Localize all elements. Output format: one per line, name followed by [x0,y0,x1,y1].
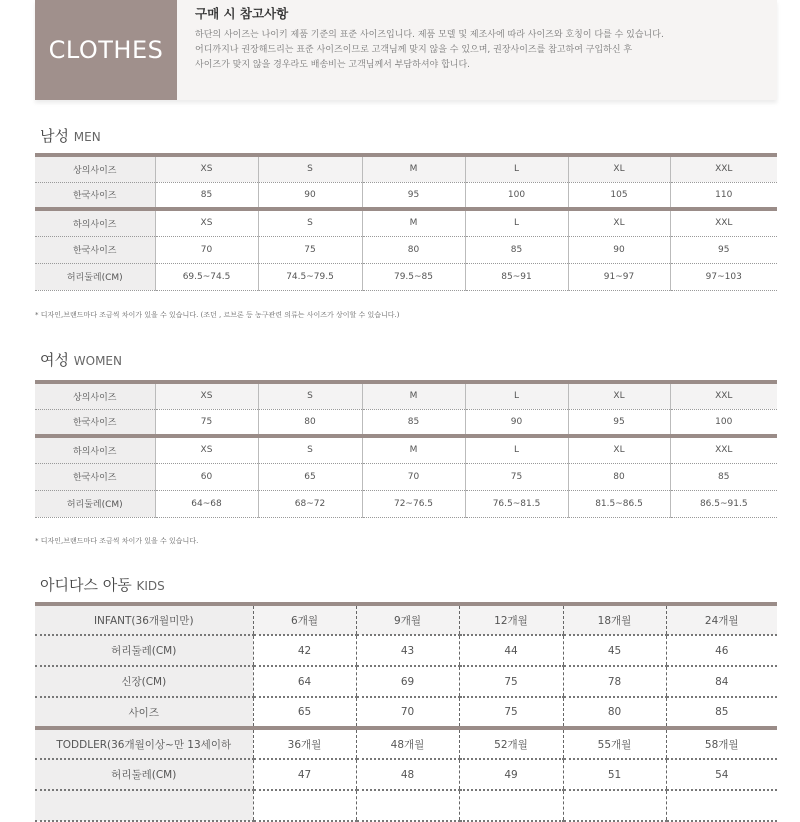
table-cell: 65 [253,697,356,728]
table-cell: XS [155,382,258,409]
women-section-title [40,349,122,370]
table-cell: 79.5~85 [362,263,465,290]
table-cell: 6개월 [253,604,356,635]
table-cell: 91~97 [568,263,670,290]
men-title-ko: 남성 [40,127,69,145]
table-cell: 69 [356,666,459,697]
table-cell: 24개월 [666,604,777,635]
table-cell: L [465,155,568,182]
table-cell: 84 [666,666,777,697]
kids-title-en: KIDS [136,579,165,593]
kids-size-table [35,602,777,822]
table-row [35,728,777,759]
table-cell: L [465,382,568,409]
table-cell: 42 [253,635,356,666]
men-title-en: MEN [73,130,101,144]
table-row [35,697,777,728]
table-row [35,382,777,409]
table-cell: 72~76.5 [362,490,465,517]
table-cell: 52개월 [459,728,563,759]
table-cell: 18개월 [563,604,666,635]
table-cell: 97~103 [670,263,777,290]
table-cell: 36개월 [253,728,356,759]
table-cell: XS [155,155,258,182]
row-header: 상의사이즈 [35,155,155,182]
table-cell: M [362,382,465,409]
table-cell: 43 [356,635,459,666]
table-cell: 44 [459,635,563,666]
table-cell: 54 [666,759,777,790]
purchase-notice-header [35,0,777,100]
table-cell: 75 [258,236,362,263]
table-cell: 100 [670,409,777,436]
table-cell: 58개월 [666,728,777,759]
row-header: 한국사이즈 [35,236,155,263]
row-header: 하의사이즈 [35,209,155,236]
table-cell: XL [568,382,670,409]
table-cell [356,790,459,821]
table-cell [563,790,666,821]
table-cell: XXL [670,436,777,463]
table-cell: XXL [670,155,777,182]
table-cell: M [362,436,465,463]
row-header: 신장(CM) [35,666,253,697]
table-cell: 80 [563,697,666,728]
notice-line: 어디까지나 권장해드리는 표준 사이즈이므로 고객님께 맞지 않을 수 있으며, 권장사이즈를 참고하여 구입하신 후 [195,45,633,55]
table-cell: 85 [670,463,777,490]
table-cell: 86.5~91.5 [670,490,777,517]
table-cell: 95 [670,236,777,263]
table-row [35,666,777,697]
table-cell: 48 [356,759,459,790]
table-cell: M [362,209,465,236]
table-row [35,263,777,290]
table-row [35,759,777,790]
table-cell: XL [568,209,670,236]
table-cell [666,790,777,821]
row-header: INFANT(36개월미만) [35,604,253,635]
table-cell: 81.5~86.5 [568,490,670,517]
table-cell: 75 [465,463,568,490]
table-cell: 80 [568,463,670,490]
table-cell: S [258,382,362,409]
table-cell: 70 [362,463,465,490]
table-row [35,463,777,490]
kids-section-title [40,574,165,595]
row-header: 사이즈 [35,697,253,728]
table-cell: 51 [563,759,666,790]
table-cell: 105 [568,182,670,209]
table-cell: 65 [258,463,362,490]
notice-line: 하단의 사이즈는 나이키 제품 기준의 표준 사이즈입니다. 제품 모델 및 제조사에 따라 사이즈와 호칭이 다를 수 있습니다. [195,30,664,40]
men-note: * 디자인,브랜드마다 조금씩 차이가 있을 수 있습니다. (조던 , 르브론 등 농구관련 의류는 사이즈가 상이할 수 있습니다.) [35,311,400,319]
table-row [35,209,777,236]
kids-title-ko: 아디다스 아동 [40,576,132,594]
table-cell: L [465,209,568,236]
table-cell: 76.5~81.5 [465,490,568,517]
table-cell: 69.5~74.5 [155,263,258,290]
table-cell: 12개월 [459,604,563,635]
table-cell: 75 [155,409,258,436]
table-cell: XL [568,155,670,182]
table-cell: 80 [362,236,465,263]
notice-panel [177,0,777,100]
table-cell: 9개월 [356,604,459,635]
table-cell: XL [568,436,670,463]
table-row [35,604,777,635]
table-cell: XXL [670,209,777,236]
row-header [35,790,253,821]
table-row [35,490,777,517]
table-cell: 78 [563,666,666,697]
table-cell: 75 [459,697,563,728]
women-note: * 디자인,브랜드마다 조금씩 차이가 있을 수 있습니다. [35,537,199,545]
table-cell: 85 [666,697,777,728]
table-row [35,409,777,436]
table-cell: 64 [253,666,356,697]
table-cell: L [465,436,568,463]
men-section-title [40,125,101,146]
table-cell: 45 [563,635,666,666]
table-cell: 80 [258,409,362,436]
table-row [35,182,777,209]
row-header: 허리둘레(CM) [35,490,155,517]
row-header: 허리둘레(CM) [35,759,253,790]
row-header: 허리둘레(CM) [35,263,155,290]
women-size-table [35,380,777,518]
table-cell: 95 [362,182,465,209]
row-header: TODDLER(36개월이상~만 13세이하 [35,728,253,759]
table-cell: 49 [459,759,563,790]
table-cell: 85 [465,236,568,263]
women-title-en: WOMEN [73,354,122,368]
table-row [35,790,777,821]
table-row [35,236,777,263]
table-cell [459,790,563,821]
row-header: 한국사이즈 [35,182,155,209]
women-title-ko: 여성 [40,351,69,369]
notice-title: 구매 시 참고사항 [195,6,289,21]
table-cell: S [258,155,362,182]
table-cell: 90 [465,409,568,436]
table-row [35,635,777,666]
table-cell: 47 [253,759,356,790]
table-cell: 90 [258,182,362,209]
table-cell: 70 [155,236,258,263]
table-cell: 55개월 [563,728,666,759]
row-header: 한국사이즈 [35,463,155,490]
table-cell: 60 [155,463,258,490]
row-header: 하의사이즈 [35,436,155,463]
table-cell: M [362,155,465,182]
row-header: 한국사이즈 [35,409,155,436]
table-cell: 85 [362,409,465,436]
table-row [35,436,777,463]
table-cell: 85~91 [465,263,568,290]
table-cell: 90 [568,236,670,263]
table-cell: 75 [459,666,563,697]
men-size-table [35,153,777,291]
table-row [35,155,777,182]
table-cell: S [258,436,362,463]
table-cell: 74.5~79.5 [258,263,362,290]
table-cell: 68~72 [258,490,362,517]
table-cell [253,790,356,821]
table-cell: 46 [666,635,777,666]
table-cell: 110 [670,182,777,209]
notice-line: 사이즈가 맞지 않을 경우라도 배송비는 고객님께서 부담하셔야 합니다. [195,60,471,70]
table-cell: 85 [155,182,258,209]
clothes-label: CLOTHES [35,0,177,100]
table-cell: XS [155,209,258,236]
table-cell: XXL [670,382,777,409]
row-header: 허리둘레(CM) [35,635,253,666]
table-cell: S [258,209,362,236]
table-cell: 70 [356,697,459,728]
table-cell: 100 [465,182,568,209]
table-cell: 64~68 [155,490,258,517]
table-cell: 48개월 [356,728,459,759]
table-cell: 95 [568,409,670,436]
row-header: 상의사이즈 [35,382,155,409]
table-cell: XS [155,436,258,463]
